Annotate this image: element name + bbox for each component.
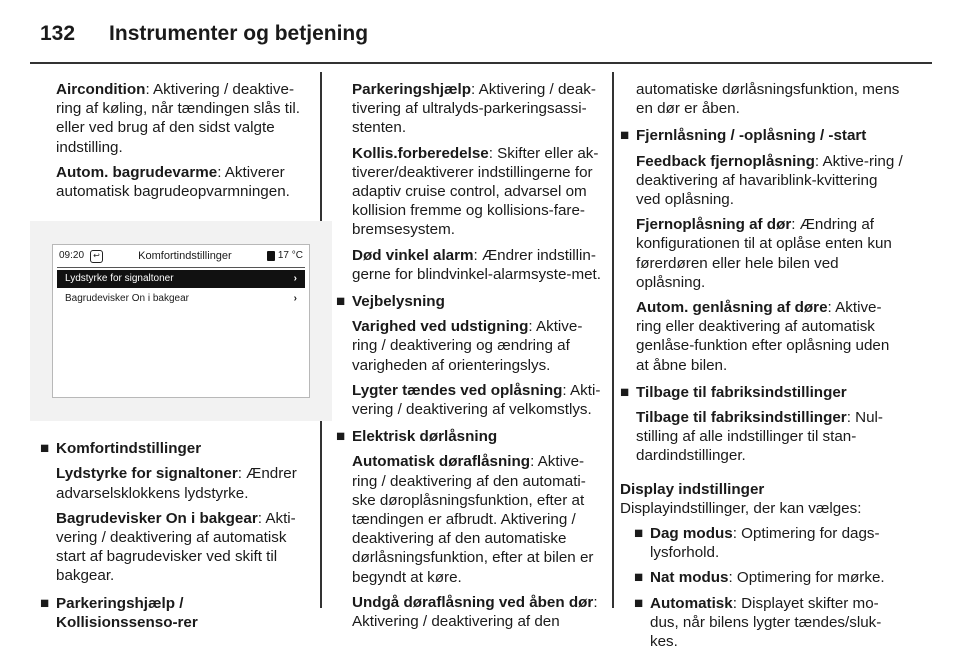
- autodor-entry: [336, 452, 604, 586]
- tilbage-text: : Nul-stilling af alle indstillinger til stan-dardindstillinger.: [636, 409, 883, 465]
- tilbage-term: Tilbage til fabriksindstillinger: [636, 409, 847, 427]
- feedback-entry: [620, 152, 904, 210]
- fjernopl-term: Fjernoplåsning af dør: [636, 216, 792, 234]
- nat-term: Nat modus: [650, 569, 729, 587]
- kollis-text: : Skifter eller ak-tiverer/deaktiverer indstillingerne for adaptiv cruise control, advarsel om kollision fremme og kollisions-fare-bremsesystem.: [352, 144, 599, 239]
- column-2: [336, 80, 604, 637]
- aircondition-entry: [40, 80, 306, 157]
- temperature-icon: [267, 251, 275, 261]
- kollis-term: Kollis.forberedelse: [352, 144, 489, 162]
- autodor-term: Automatisk døraflåsning: [352, 453, 531, 471]
- dag-term: Dag modus: [650, 525, 733, 543]
- aircondition-text: : Aktivering / deaktive-ring af køling, når tændingen slås til. eller ved brug af den sidst valgte indstilling.: [56, 81, 300, 156]
- page-number: 132: [40, 22, 76, 45]
- continued-text: automatiske dørlåsningsfunktion, mens en dør er åben.: [636, 81, 900, 118]
- column-3: [620, 80, 904, 657]
- vejbelysning-heading-text: Vejbelysning: [352, 293, 445, 311]
- bullet-icon: ■: [634, 594, 644, 612]
- fjern-heading-text: Fjernlåsning / -oplåsning / -start: [636, 127, 867, 145]
- bagrudevisker-term: Bagrudevisker On i bakgear: [56, 509, 258, 527]
- screen-time: 09:20: [59, 250, 85, 262]
- page-header: [40, 14, 368, 54]
- komfort-heading-text: Komfortindstillinger: [56, 440, 202, 458]
- screen-row-label: Lydstyrke for signaltoner: [65, 273, 174, 285]
- lydstyrke-entry: [40, 464, 306, 502]
- dag-text: : Optimering for dags-lysforhold.: [650, 525, 880, 562]
- dod-vinkel-term: Død vinkel alarm: [352, 246, 474, 264]
- screen-topbar: [53, 245, 309, 267]
- bagrudevarme-entry: [40, 163, 306, 201]
- chevron-right-icon: ›: [293, 293, 297, 305]
- display-section-title: Display indstillinger: [620, 480, 765, 498]
- display-screenshot: [30, 221, 332, 421]
- parkering-heading-text: Parkeringshjælp / Kollisionssenso-rer: [56, 594, 198, 631]
- feedback-term: Feedback fjernoplåsning: [636, 152, 815, 170]
- lygter-term: Lygter tændes ved oplåsning: [352, 381, 563, 399]
- dag-modus-item: [620, 524, 904, 562]
- autodor-text: : Aktive-ring / deaktivering af den automati-ske døroplåsningsfunktion, efter at tændingen er afbrudt. Aktivering / deaktivering af den automatiske dørlåsningsfunktion, efter at bilen er begyndt at køre.: [352, 453, 594, 586]
- undga-text: : Aktivering / deaktivering af den: [352, 593, 598, 631]
- tilbage-heading-text: Tilbage til fabriksindstillinger: [636, 383, 847, 401]
- header-rule: [30, 62, 932, 64]
- bullet-icon: ■: [336, 428, 346, 446]
- parkeringshjaelp-entry: [336, 80, 604, 138]
- fjern-heading: [620, 126, 904, 145]
- undga-entry: [336, 593, 604, 631]
- fjernopl-text: : Ændring af konfigurationen til at oplåse enten kun førerdøren eller hele bilen ved oplåsning.: [636, 216, 892, 291]
- bagrudevarme-text: : Aktiverer automatisk bagrudeopvarmningen.: [56, 163, 290, 201]
- kollis-entry: [336, 144, 604, 240]
- bullet-icon: ■: [40, 594, 50, 612]
- column-divider-2: [612, 72, 614, 608]
- column-1: [40, 80, 306, 638]
- bullet-icon: ■: [620, 383, 630, 401]
- genlas-entry: [620, 298, 904, 375]
- varighed-entry: [336, 317, 604, 375]
- bagrudevisker-text: : Akti-vering / deaktivering af automatisk start af bagrudevisker ved skift til bakgear.: [56, 509, 296, 585]
- parkeringshjaelp-term: Parkeringshjælp: [352, 81, 472, 98]
- automatisk-item: [620, 594, 904, 652]
- bagrudevisker-entry: [40, 509, 306, 586]
- varighed-term: Varighed ved udstigning: [352, 318, 529, 336]
- page-title: Instrumenter og betjening: [109, 22, 369, 45]
- bagrudevarme-term: Autom. bagrudevarme: [56, 163, 218, 181]
- lydstyrke-text: : Ændrer advarselsklokkens lydstyrke.: [56, 465, 297, 502]
- nat-modus-item: [620, 568, 904, 587]
- undga-term: Undgå døraflåsning ved åben dør: [352, 593, 594, 611]
- screen-separator: [57, 267, 305, 268]
- parkering-heading: [40, 594, 306, 632]
- screen-row-lydstyrke: [57, 270, 305, 288]
- tilbage-entry: [620, 408, 904, 466]
- genlas-term: Autom. genlåsning af døre: [636, 299, 828, 317]
- bullet-icon: ■: [634, 569, 644, 587]
- varighed-text: : Aktive-ring / deaktivering og ændring af varigheden af orienteringslys.: [352, 318, 583, 374]
- komfort-heading: [40, 439, 306, 458]
- dod-vinkel-text: : Ændrer indstillin-gerne for blindvinkel-alarmsyste-met.: [352, 246, 601, 283]
- feedback-text: : Aktive-ring / deaktivering af havariblink-kvittering ved oplåsning.: [636, 152, 903, 209]
- screen-title: Komfortindstillinger: [138, 250, 232, 263]
- nat-text: : Optimering for mørke.: [728, 569, 885, 587]
- bullet-icon: ■: [620, 127, 630, 145]
- display-intro: Displayindstillinger, der kan vælges:: [620, 499, 862, 517]
- dod-vinkel-entry: [336, 246, 604, 284]
- screen-temp-value: 17 °C: [277, 250, 303, 262]
- auto-term: Automatisk: [650, 594, 733, 612]
- screen-row-bagrudevisker: [57, 290, 305, 308]
- auto-text: : Displayet skifter mo-dus, når bilens lygter tændes/sluk-kes.: [650, 594, 882, 651]
- screen-row-label: Bagrudevisker On i bakgear: [65, 293, 189, 305]
- parkeringshjaelp-text: : Aktivering / deak-tivering af ultralyds-parkeringsassi-stenten.: [352, 81, 596, 137]
- back-icon: ↩: [90, 250, 103, 263]
- fjernopl-entry: [620, 215, 904, 292]
- bullet-icon: ■: [40, 440, 50, 458]
- vejbelysning-heading: [336, 292, 604, 311]
- bullet-icon: ■: [634, 525, 644, 543]
- lydstyrke-term: Lydstyrke for signaltoner: [56, 465, 238, 483]
- lygter-entry: [336, 381, 604, 419]
- aircondition-term: Aircondition: [56, 81, 146, 98]
- lygter-text: : Akti-vering / deaktivering af velkomstlys.: [352, 381, 601, 419]
- screen-temperature: [267, 250, 303, 262]
- screen-frame: [52, 244, 310, 398]
- elektrisk-heading-text: Elektrisk dørlåsning: [352, 428, 498, 446]
- tilbage-heading: [620, 383, 904, 402]
- chevron-right-icon: ›: [293, 273, 297, 285]
- bullet-icon: ■: [336, 293, 346, 311]
- elektrisk-heading: [336, 427, 604, 446]
- genlas-text: : Aktive-ring eller deaktivering af automatisk genlåse-funktion efter oplåsning uden at åbne bilen.: [636, 299, 890, 374]
